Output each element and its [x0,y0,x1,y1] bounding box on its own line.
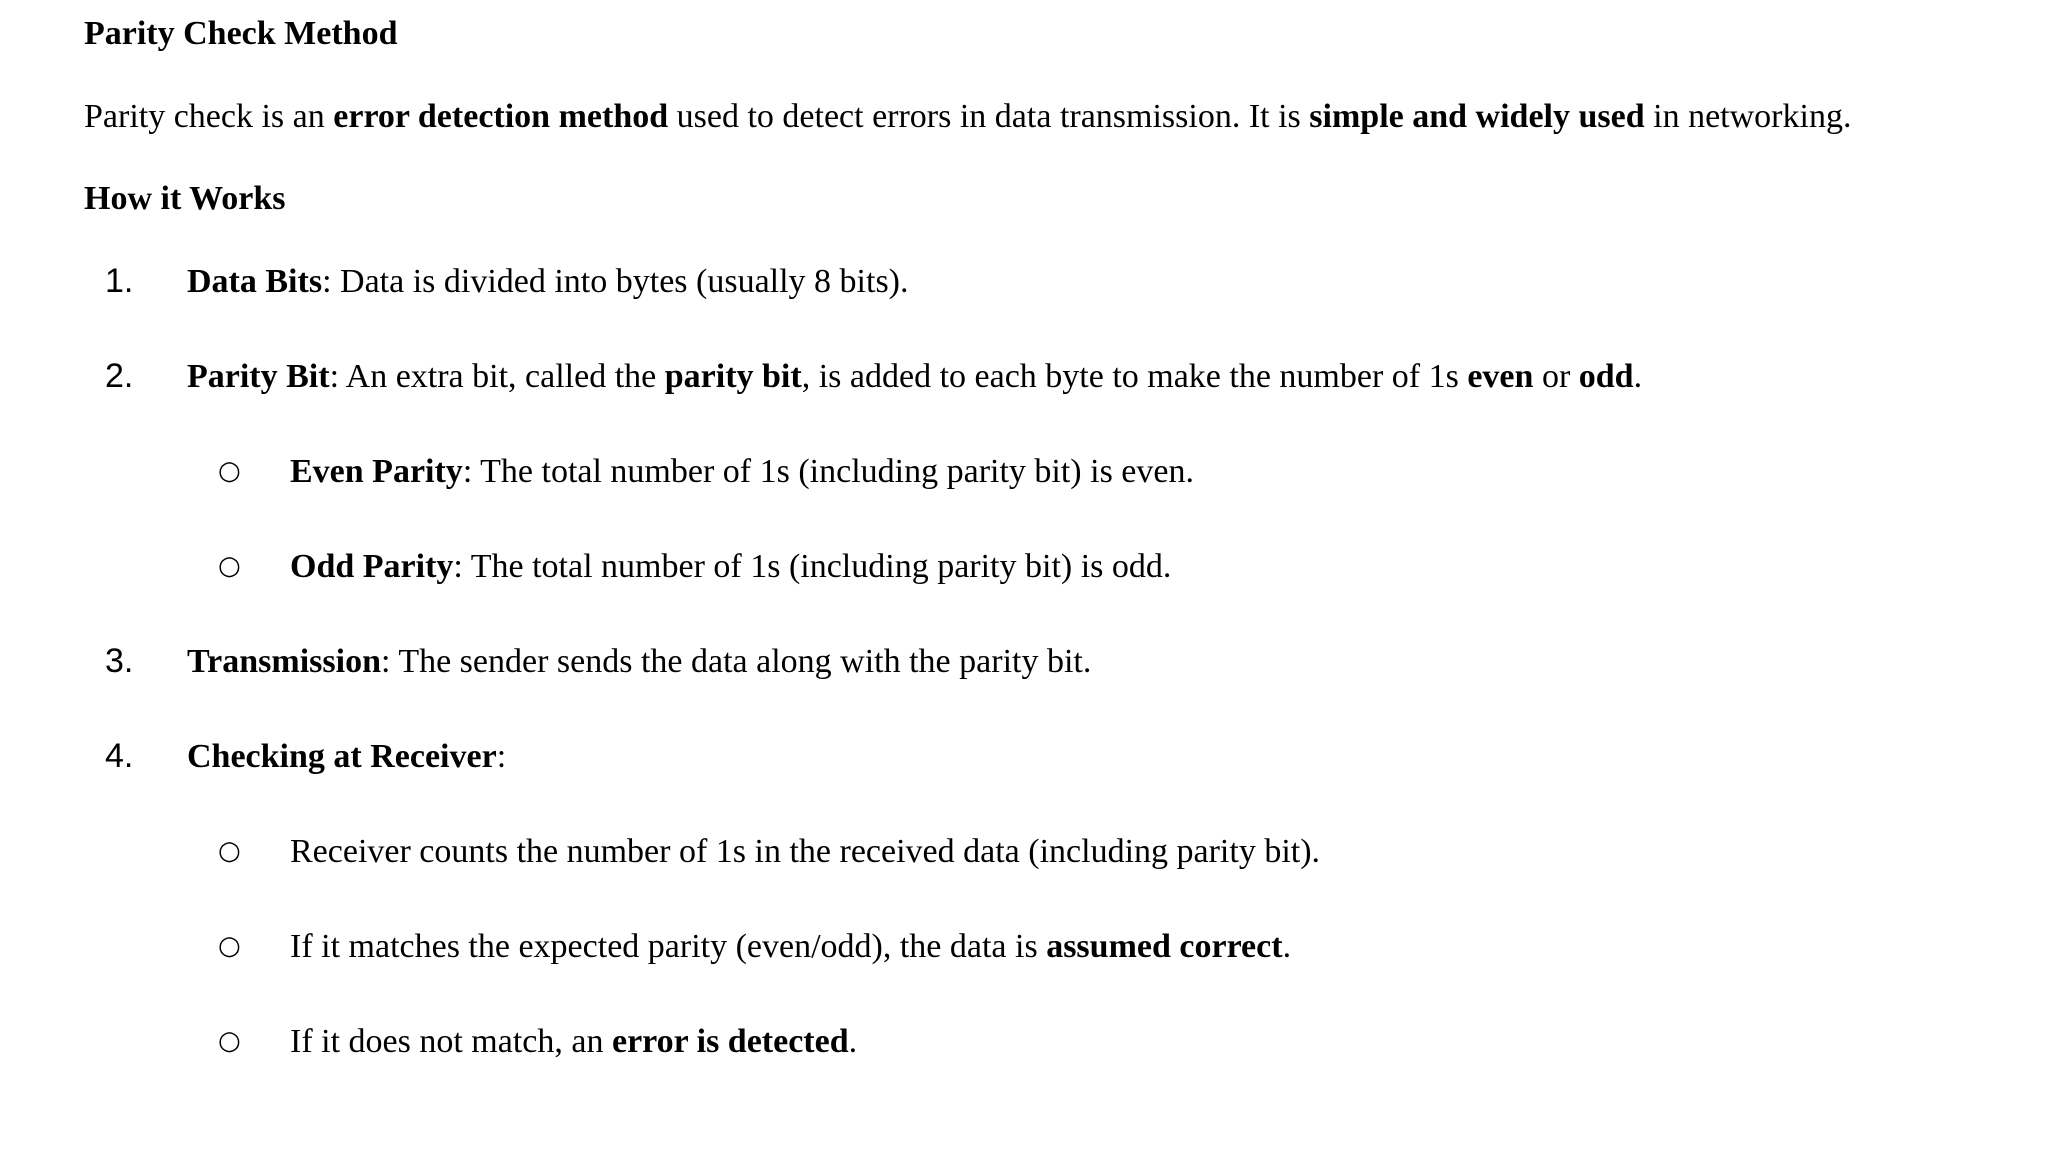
list-item-text: : Data is divided into bytes (usually 8 bits). [322,263,909,300]
sub-list-item-bold-text: error is detected [611,1023,849,1060]
sub-list-item [290,832,1320,872]
list-item [187,642,1091,682]
page-title: Parity Check Method [84,15,398,52]
list-item-bold-text: odd [1578,358,1634,395]
list-item-term: Parity Bit [187,358,330,395]
circle-bullet-icon: ○ [218,836,241,866]
list-item-text: : An extra bit, called the [329,358,665,395]
list-number: 2. [105,357,134,395]
sub-list-item-text: If it does not match, an [290,1023,612,1060]
sub-list-item [290,547,1171,587]
list-number: 1. [105,262,134,300]
sub-list-item-text: . [848,1023,858,1060]
intro-text: in networking. [1644,98,1852,135]
sub-list-item [290,1022,857,1062]
list-item [187,262,909,302]
sub-list-item-text: : The total number of 1s (including parity bit) is odd. [453,548,1172,585]
list-item-term: Checking at Receiver [187,738,497,775]
circle-bullet-icon: ○ [218,931,241,961]
sub-list-item [290,452,1194,492]
sub-list-item [290,927,1291,967]
section-heading: How it Works [84,180,286,217]
list-item [187,737,506,777]
list-number: 3. [105,642,134,680]
list-item-term: Transmission [187,643,381,680]
intro-text: Parity check is an [84,98,334,135]
circle-bullet-icon: ○ [218,1026,241,1056]
sub-list-item-term: Odd Parity [290,548,454,585]
list-item-text: or [1533,358,1579,395]
circle-bullet-icon: ○ [218,456,241,486]
sub-list-item-term: Even Parity [290,453,463,490]
list-item-term: Data Bits [187,263,323,300]
sub-list-item-bold-text: assumed correct [1046,928,1283,965]
list-item-text: : [496,738,507,775]
list-item-text: . [1633,358,1643,395]
list-number: 4. [105,737,134,775]
list-item-text: , is added to each byte to make the number of 1s [801,358,1468,395]
intro-bold-text: simple and widely used [1309,98,1645,135]
intro-paragraph [84,97,1851,137]
circle-bullet-icon: ○ [218,551,241,581]
list-item [187,357,1642,397]
intro-text: used to detect errors in data transmission. It is [668,98,1310,135]
list-item-text: : The sender sends the data along with the parity bit. [380,643,1092,680]
intro-bold-text: error detection method [333,98,669,135]
sub-list-item-text: If it matches the expected parity (even/odd), the data is [290,928,1047,965]
list-item-bold-text: parity bit [664,358,802,395]
sub-list-item-text: : The total number of 1s (including parity bit) is even. [462,453,1194,490]
sub-list-item-text: . [1282,928,1292,965]
list-item-bold-text: even [1467,358,1534,395]
sub-list-item-text: Receiver counts the number of 1s in the received data (including parity bit). [290,833,1321,870]
